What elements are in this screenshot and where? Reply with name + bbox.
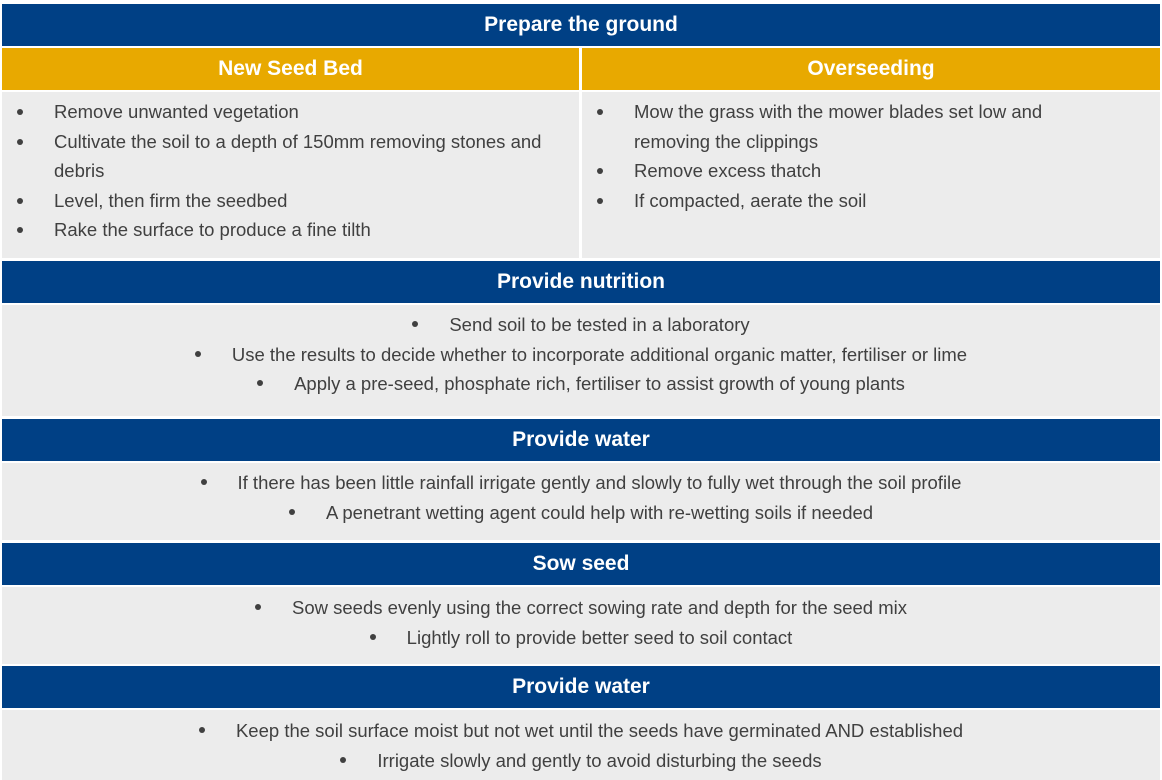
list-item <box>2 369 1160 399</box>
list-item-text: A penetrant wetting agent could help with re-wetting soils if needed <box>325 501 874 523</box>
water-panel-1 <box>2 463 1160 540</box>
nutrition-list <box>2 310 1160 399</box>
sow-seed-title: Sow seed <box>532 552 630 575</box>
nutrition-title: Provide nutrition <box>497 270 665 293</box>
water-list-1 <box>2 468 1160 527</box>
water-title-1: Provide water <box>512 428 650 451</box>
nutrition-header <box>2 261 1160 303</box>
list-item <box>2 310 1160 340</box>
list-item-text: If there has been little rainfall irrigate gently and slowly to fully wet through the soil profile <box>237 472 962 493</box>
water-list-2 <box>2 716 1160 775</box>
bullet-icon <box>370 634 376 640</box>
list-item: Remove unwanted vegetation <box>2 97 559 127</box>
new-seed-bed-list <box>2 97 579 245</box>
list-item: Rake the surface to produce a fine tilth <box>2 215 559 245</box>
list-item <box>2 498 1160 528</box>
bullet-icon <box>412 321 418 327</box>
list-item <box>2 623 1160 653</box>
bullet-icon <box>255 604 261 610</box>
list-item-text: Sow seeds evenly using the correct sowing rate and depth for the seed mix <box>292 597 907 618</box>
list-item: Cultivate the soil to a depth of 150mm removing stones and debris <box>2 127 559 186</box>
bullet-icon <box>199 727 205 733</box>
list-item <box>2 340 1160 370</box>
water-header-1 <box>2 419 1160 461</box>
list-item <box>2 746 1160 776</box>
new-seed-bed-title: New Seed Bed <box>218 57 363 80</box>
bullet-icon <box>340 757 346 763</box>
water-header-2 <box>2 666 1160 708</box>
list-item <box>2 593 1160 623</box>
list-item: Remove excess thatch <box>582 156 1100 186</box>
overseeding-list <box>582 97 1160 215</box>
bullet-icon <box>195 351 201 357</box>
sow-seed-panel <box>2 587 1160 664</box>
new-seed-bed-header <box>2 48 579 90</box>
nutrition-panel <box>2 305 1160 416</box>
water-title-2: Provide water <box>512 675 650 698</box>
bullet-icon <box>289 509 295 515</box>
list-item: Mow the grass with the mower blades set low and removing the clippings <box>582 97 1100 156</box>
sow-seed-list <box>2 593 1160 652</box>
list-item-text: Send soil to be tested in a laboratory <box>449 314 750 335</box>
water-panel-2 <box>2 710 1160 780</box>
list-item: If compacted, aerate the soil <box>582 186 1100 216</box>
list-item-text: Apply a pre-seed, phosphate rich, fertiliser to assist growth of young plants <box>294 373 905 394</box>
prepare-ground-title: Prepare the ground <box>484 13 678 36</box>
bullet-icon <box>257 380 263 386</box>
overseeding-panel <box>582 92 1160 258</box>
list-item-text: Use the results to decide whether to incorporate additional organic matter, fertiliser or lime <box>231 343 968 365</box>
list-item: Level, then firm the seedbed <box>2 186 559 216</box>
overseeding-title: Overseeding <box>807 57 935 80</box>
sow-seed-header <box>2 543 1160 585</box>
list-item-text: Irrigate slowly and gently to avoid disturbing the seeds <box>377 749 822 771</box>
bullet-icon <box>201 479 207 485</box>
list-item-text: Keep the soil surface moist but not wet until the seeds have germinated AND established <box>235 720 964 741</box>
list-item <box>2 716 1160 746</box>
overseeding-header <box>582 48 1160 90</box>
new-seed-bed-panel <box>2 92 579 258</box>
prepare-ground-header <box>2 4 1160 46</box>
list-item <box>2 468 1160 498</box>
list-item-text: Lightly roll to provide better seed to soil contact <box>406 626 793 648</box>
